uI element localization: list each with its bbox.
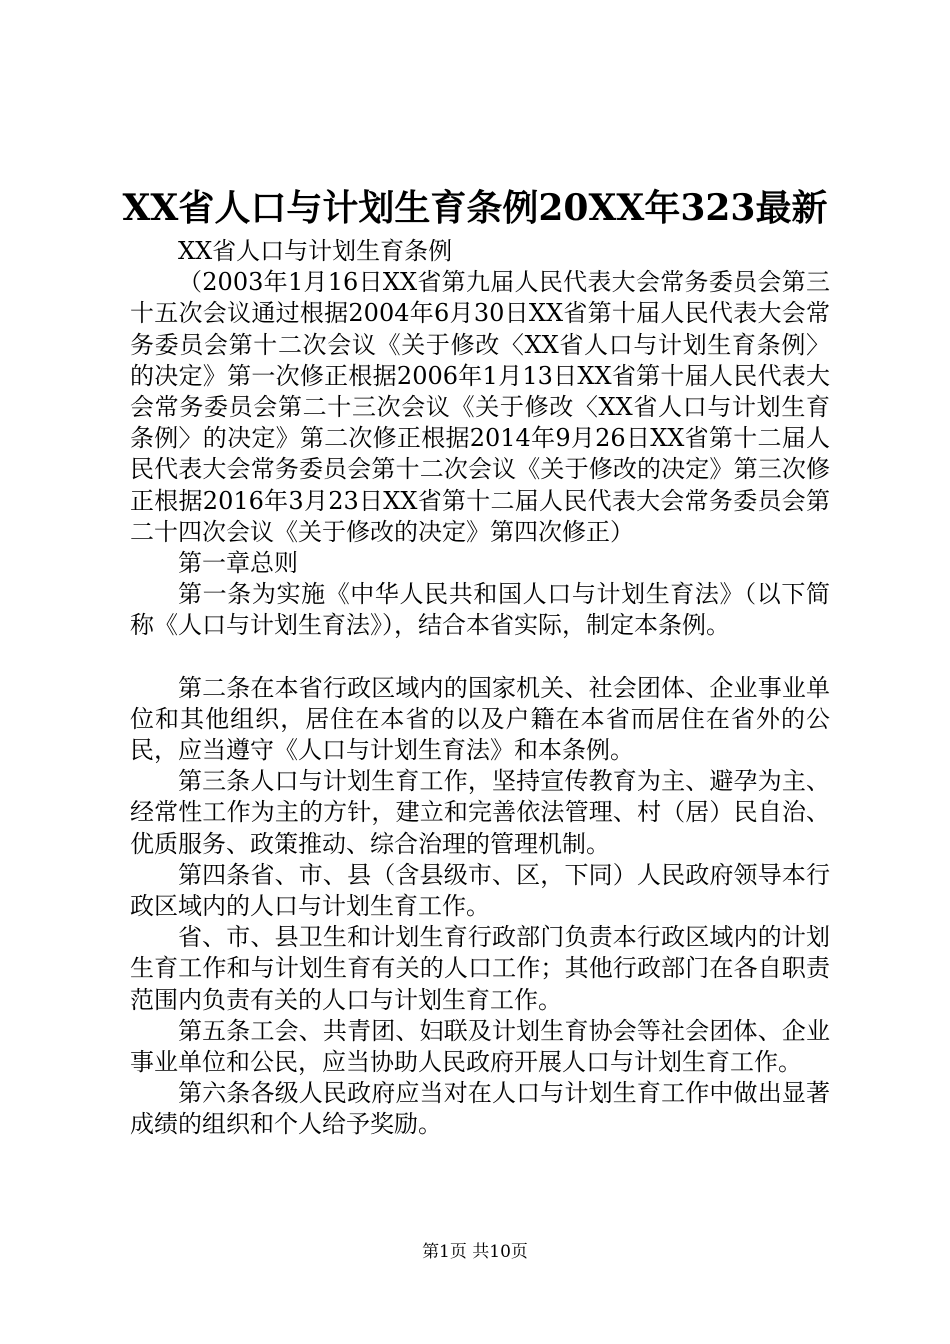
paragraph-subtitle: XX省人口与计划生育条例 [178,237,453,265]
chapter-heading: 第一章总则 [178,549,298,578]
article-1: 第一条为实施《中华人民共和国人口与计划生育法》（以下简称《人口与计划生育法》），结合本省实际，制定本条例。 [130,580,830,640]
article-6: 第六条各级人民政府应当对在人口与计划生育工作中做出显著成绩的组织和个人给予奖励。 [130,1079,830,1139]
document-title: XX省人口与计划生育条例20XX年323最新 [122,187,828,229]
article-2: 第二条在本省行政区域内的国家机关、社会团体、企业事业单位和其他组织，居住在本省的以及户籍在本省而居住在省外的公民，应当遵守《人口与计划生育法》和本条例。 [130,673,830,765]
article-4: 第四条省、市、县（含县级市、区，下同）人民政府领导本行政区域内的人口与计划生育工作。 [130,860,830,921]
document-body [130,236,830,1141]
page-number-footer: 第1页 共10页 [422,1242,528,1262]
article-4-clause-2: 省、市、县卫生和计划生育行政部门负责本行政区域内的计划生育工作和与计划生育有关的人口工作；其他行政部门在各自职责范围内负责有关的人口与计划生育工作。 [130,923,830,1014]
paragraph-amendment-history: （2003年1月16日XX省第九届人民代表大会常务委员会第三十五次会议通过根据2004年6月30日XX省第十届人民代表大会常务委员会第十二次会议《关于修改〈XX省人口与计划生育条例〉的决定》第一次修正根据2006年1月13日XX省第十届人民代表大会常务委员会第二十三次会议《关于修改〈XX省人口与计划生育条例〉的决定》第二次修正根据2014年9月26日XX省第十二届人民代表大会常务委员会第十二次会议《关于修改的决定》第三次修正根据2016年3月23日XX省第十二届人民代表大会常务委员会第二十四次会议《关于修改的决定》第四次修正） [130,268,830,546]
article-3: 第三条人口与计划生育工作，坚持宣传教育为主、避孕为主、经常性工作为主的方针，建立和完善依法管理、村（居）民自治、优质服务、政策推动、综合治理的管理机制。 [130,767,830,858]
article-5: 第五条工会、共青团、妇联及计划生育协会等社会团体、企业事业单位和公民，应当协助人民政府开展人口与计划生育工作。 [130,1016,830,1077]
